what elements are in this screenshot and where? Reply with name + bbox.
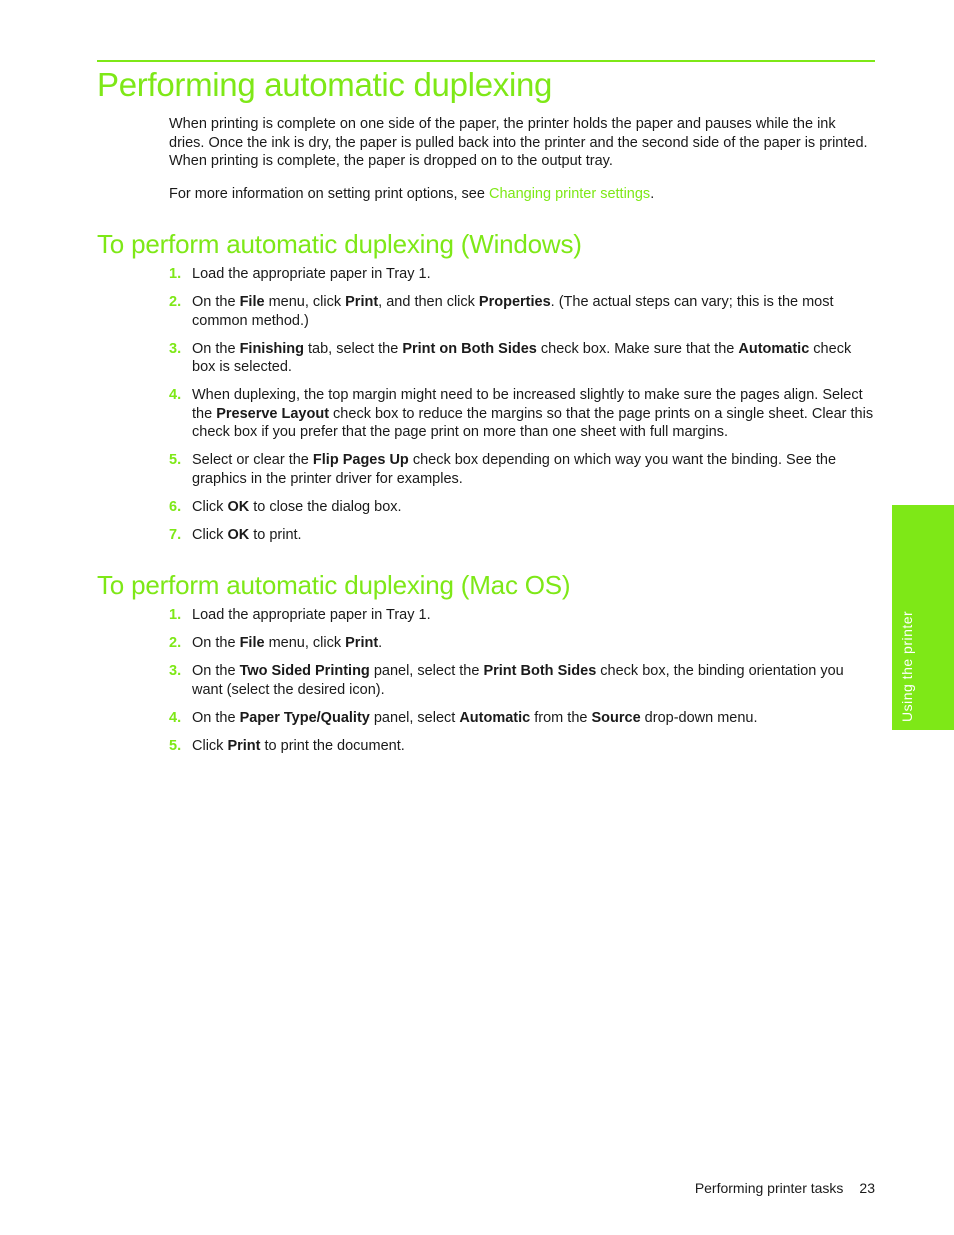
step-text: panel, select (369, 709, 460, 726)
ui-term: Flip Pages Up (312, 452, 409, 468)
page-title: Performing automatic duplexing (97, 66, 553, 103)
step-text: menu, click (264, 635, 346, 651)
side-tab (892, 505, 954, 730)
step-text: Load the appropriate paper in Tray 1. (192, 266, 431, 282)
step-text: On the (192, 709, 240, 726)
ui-term: Print Both Sides (483, 663, 597, 679)
step-text: to print. (249, 526, 302, 543)
step-number: 4. (169, 387, 182, 403)
step-number: 1. (169, 266, 182, 282)
step-text: , and then click (378, 294, 479, 310)
mac-heading: To perform automatic duplexing (Mac OS) (97, 570, 571, 600)
step-text: to print the document. (260, 737, 405, 754)
ui-term: File (239, 294, 265, 310)
step-number: 2. (169, 635, 182, 651)
list-item (169, 340, 874, 377)
step-text: check box to reduce the margins so that the page prints on a single sheet. Clear this check box if you prefer that the page print on more than one sheet with full margins. (192, 405, 874, 440)
ui-term: File (239, 635, 265, 651)
step-text: check box. Make sure that the (536, 340, 739, 357)
step-text: When duplexing, the top margin might need to be increased slightly to make sure the pages align. Select the (192, 387, 863, 422)
ui-term: Automatic (459, 709, 531, 726)
ui-term: Automatic (738, 340, 810, 357)
step-text: On the (192, 635, 240, 651)
more-info-prefix: For more information on setting print options, see (169, 186, 489, 202)
step-number: 2. (169, 294, 182, 310)
step-text: drop-down menu. (640, 709, 758, 726)
page-number: 23 (859, 1180, 875, 1196)
list-item (169, 634, 874, 653)
step-number: 4. (169, 709, 182, 726)
step-number: 7. (169, 526, 182, 543)
ui-term: Preserve Layout (216, 405, 330, 422)
list-item (169, 451, 874, 488)
list-item (169, 709, 874, 728)
list-item (169, 386, 874, 442)
more-info-paragraph (169, 185, 874, 204)
step-text: . (378, 635, 383, 651)
step-number: 1. (169, 607, 182, 623)
ui-term: Print (345, 635, 379, 651)
step-text: Click (192, 737, 228, 754)
list-item (169, 737, 874, 756)
step-number: 3. (169, 663, 182, 679)
step-text: menu, click (264, 294, 346, 310)
step-text: Select or clear the (192, 452, 313, 468)
ui-term: Source (591, 709, 641, 726)
step-text: check box is selected. (192, 340, 852, 375)
ui-term: Print (345, 294, 379, 310)
step-text: On the (192, 663, 240, 679)
ui-term: OK (227, 498, 250, 515)
ui-term: Print (227, 737, 261, 754)
windows-heading: To perform automatic duplexing (Windows) (97, 229, 582, 259)
step-text: Load the appropriate paper in Tray 1. (192, 607, 431, 623)
step-text: Click (192, 498, 228, 515)
list-item (169, 498, 874, 517)
list-item (169, 293, 874, 330)
step-number: 3. (169, 340, 182, 357)
step-text: On the (192, 294, 240, 310)
top-rule (97, 60, 875, 62)
footer-section: Performing printer tasks (694, 1180, 844, 1196)
list-item (169, 662, 874, 699)
ui-term: Finishing (239, 340, 304, 357)
windows-steps-list (169, 265, 874, 554)
list-item (169, 526, 874, 545)
list-item (169, 606, 874, 625)
step-text: to close the dialog box. (249, 498, 402, 515)
list-item (169, 265, 874, 284)
footer (695, 1180, 875, 1196)
step-text: from the (530, 709, 592, 726)
step-number: 5. (169, 737, 182, 754)
step-number: 5. (169, 452, 182, 468)
step-text: . (The actual steps can vary; this is the most common method.) (192, 294, 834, 329)
step-text: tab, select the (304, 340, 403, 357)
step-text: On the (192, 340, 240, 357)
step-text: check box depending on which way you want the binding. See the graphics in the printer driver for examples. (192, 452, 837, 487)
step-text: panel, select the (369, 663, 484, 679)
intro-paragraph: When printing is complete on one side of the paper, the printer holds the paper and pauses while the ink dries. Once the ink is dry, the paper is pulled back into the printer and the second side of the paper is printed. When printing is complete, the paper is dropped on to the output tray. (169, 116, 868, 169)
ui-term: OK (227, 526, 250, 543)
changing-printer-settings-link[interactable]: Changing printer settings (488, 186, 651, 202)
step-number: 6. (169, 498, 182, 515)
ui-term: Two Sided Printing (239, 663, 370, 679)
side-tab-label: Using the printer (899, 610, 915, 722)
ui-term: Properties (478, 294, 551, 310)
more-info-suffix: . (650, 186, 655, 202)
step-text: Click (192, 526, 228, 543)
step-text: check box, the binding orientation you want (select the desired icon). (192, 663, 844, 698)
ui-term: Paper Type/Quality (239, 709, 370, 726)
mac-steps-list (169, 606, 874, 765)
ui-term: Print on Both Sides (402, 340, 537, 357)
